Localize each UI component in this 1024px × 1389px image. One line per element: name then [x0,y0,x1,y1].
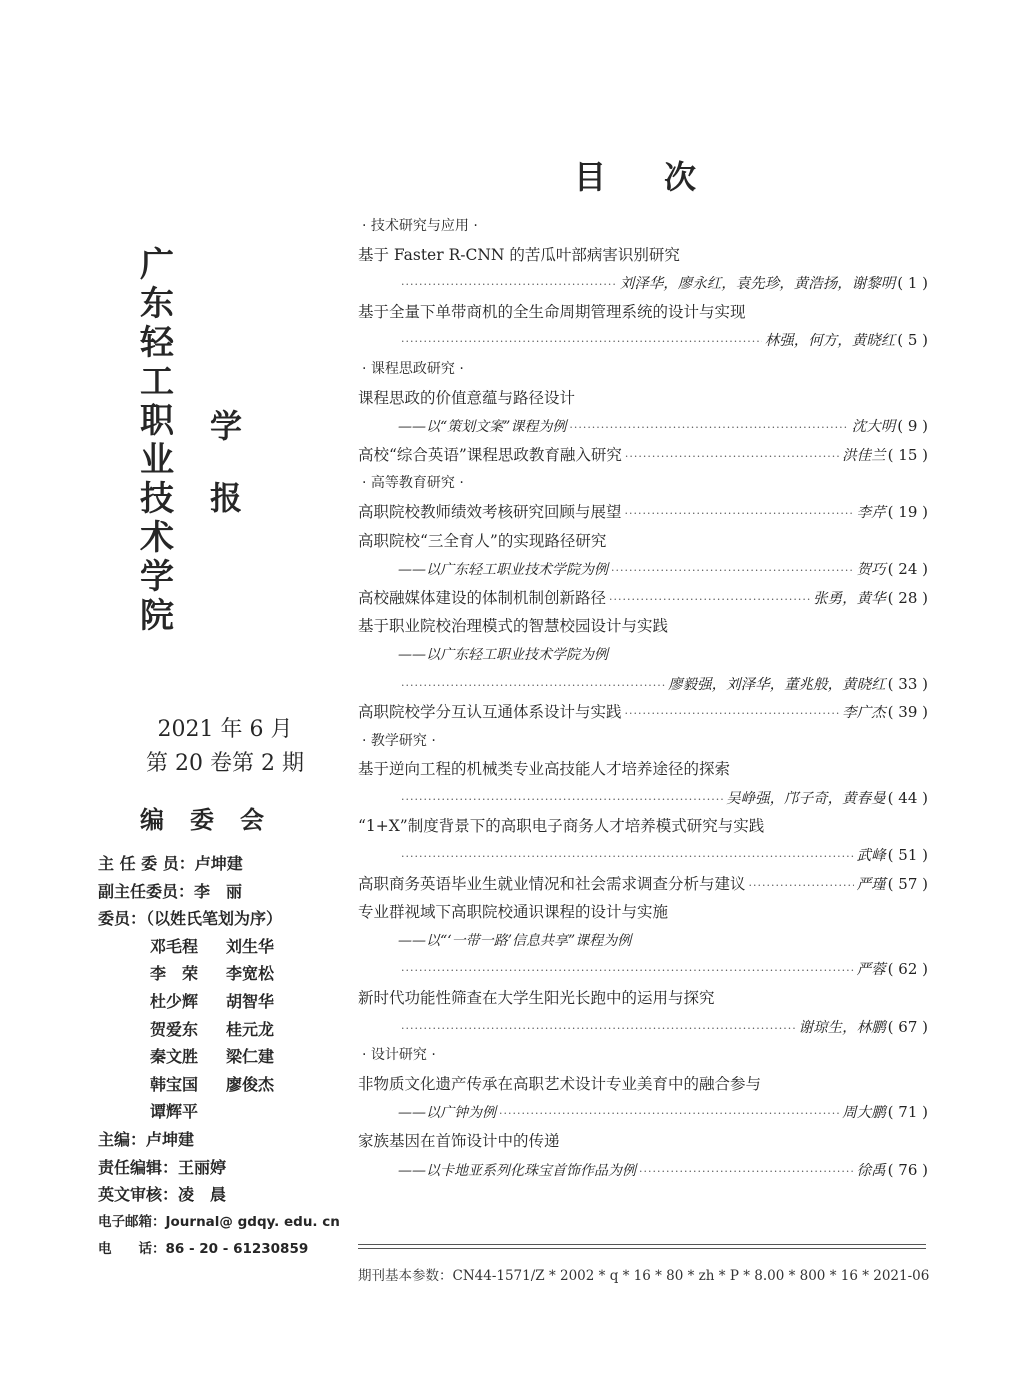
toc-author-line [358,555,928,584]
board-member-name: 廖俊杰 [226,1074,275,1094]
toc-leader-dots [499,1100,839,1127]
toc-entry [358,584,928,613]
board-director [98,850,348,878]
toc-entry [358,441,928,470]
toc-leader-dots [401,957,854,984]
table-of-contents [358,212,928,1184]
board-member-row [98,1043,348,1071]
toc-author: 严蓉 [856,962,886,979]
toc-leader-dots [401,328,762,355]
toc-author: 贺巧 [856,562,886,579]
board-member-name: 邓毛程 [150,936,199,956]
toc-article-title: 基于逆向工程的机械类专业高技能人才培养途径的探索 [358,760,731,779]
board-member-name: 胡智华 [226,991,275,1011]
board-member-name: 谭辉平 [150,1102,199,1122]
toc-author-line [358,412,928,441]
email-value: Journal@ gdqy. edu. cn [165,1213,340,1230]
issue-volume: 第 20 卷第 2 期 [146,751,304,776]
resp-editor-name: 王丽婷 [178,1157,227,1177]
board-vice [98,878,348,906]
toc-author: 吴峥强，邝子奇，黄春曼 [726,790,886,807]
toc-leader-dots [401,786,723,813]
journal-subtitle: 学报 [210,407,243,517]
toc-page-number: ( 19 ) [887,502,928,521]
toc-author: 廖毅强，刘泽华，董兆般，黄晓红 [668,676,886,693]
toc-page-number: ( 5 ) [897,331,928,350]
toc-article-title: 高校“综合英语”课程思政教育融入研究 [358,445,622,464]
issue-date: 2021 年 6 月 [157,717,293,742]
toc-author: 武峰 [856,848,886,865]
toc-article-title: 高职商务英语毕业生就业情况和社会需求调查分析与建议 [358,874,746,893]
toc-leader-dots [401,672,665,699]
toc-author-line [358,1156,928,1185]
toc-page-number: ( 15 ) [887,445,928,464]
board-members [98,933,348,1126]
toc-leader-dots [609,586,810,613]
toc-author: 沈大明 [851,419,896,436]
bottom-rule-1 [358,1244,926,1245]
board-vice-label: 副主任委员： [98,881,195,901]
toc-page-number: ( 57 ) [887,874,928,893]
board-member-name: 秦文胜 [150,1047,199,1067]
toc-author-line [358,1098,928,1127]
toc-author-line [358,670,928,699]
toc-author: 周大鹏 [842,1105,886,1122]
toc-entry [358,870,928,899]
toc-article-title: 高职院校学分互认互通体系设计与实践 [358,703,622,722]
toc-page-number: ( 62 ) [887,960,928,979]
toc-section-title: · 技术研究与应用 · [362,218,478,234]
toc-author: 谢琼生，林鹏 [798,1019,886,1036]
journal-title: 广东轻工职业技术学院 [140,245,174,636]
board-director-name: 卢坤建 [194,854,243,873]
toc-article-title: 高职院校“三全育人”的实现路径研究 [358,531,607,550]
toc-heading: 目次 [574,158,755,196]
editorial-board [98,850,348,1264]
board-member-name: 李宽松 [226,964,275,984]
toc-article-title: 高校融媒体建设的体制机制创新路径 [358,588,607,607]
board-member-row [98,1016,348,1044]
toc-article-subtitle: ——以广东轻工职业技术学院为例 [398,646,608,663]
toc-page-number: ( 24 ) [887,560,928,579]
toc-author-line [358,955,928,984]
toc-page-number: ( 76 ) [887,1160,928,1179]
toc-article-subtitle: ——以广钟为例 [398,1105,496,1122]
chief-editor-name: 卢坤建 [146,1129,195,1149]
phone-value: 86 - 20 - 61230859 [165,1241,309,1258]
board-member-name: 杜少辉 [150,991,199,1011]
board-director-label: 主 任 委 员： [98,854,195,873]
toc-article-title: 专业群视域下高职院校通识课程的设计与实施 [358,903,669,922]
toc-leader-dots [625,443,839,470]
toc-entry [358,698,928,727]
toc-author-line [358,1013,928,1042]
toc-leader-dots [749,872,854,899]
toc-article-title: 基于 Faster R-CNN 的苦瓜叶部病害识别研究 [358,245,680,264]
toc-author-line [358,841,928,870]
board-resp-editor [98,1154,348,1182]
toc-author: 李广杰 [842,705,886,722]
board-member-row [98,1098,348,1126]
toc-entry [358,498,928,527]
board-english [98,1181,348,1209]
toc-article-title: 基于职业院校治理模式的智慧校园设计与实践 [358,617,669,636]
toc-author: 刘泽华，廖永红，袁先珍，黄浩扬，谢黎明 [619,276,896,293]
toc-page-number: ( 67 ) [887,1017,928,1036]
board-vice-name: 李 丽 [194,881,243,901]
phone-label: 电 话： [98,1241,166,1258]
board-member-name: 桂元龙 [226,1019,275,1039]
bottom-rule-2 [358,1248,926,1249]
toc-leader-dots [639,1158,854,1185]
toc-author: 洪佳兰 [842,447,886,464]
toc-article-subtitle: ——以“策划文案”课程为例 [398,419,567,436]
toc-article-subtitle: ——以广东轻工职业技术学院为例 [398,562,608,579]
toc-page-number: ( 44 ) [887,788,928,807]
toc-leader-dots [401,1015,796,1042]
board-chief-editor [98,1126,348,1154]
toc-article-title: 课程思政的价值意蕴与路径设计 [358,388,576,407]
toc-page-number: ( 39 ) [887,703,928,722]
board-member-name: 梁仁建 [226,1047,275,1067]
toc-author: 林强，何方，黄晓红 [764,333,896,350]
email-label: 电子邮箱： [98,1213,166,1230]
toc-article-title: “1+X”制度背景下的高职电子商务人才培养模式研究与实践 [358,817,765,836]
toc-author: 严瑾 [856,876,886,893]
board-member-name: 贺爱东 [150,1019,199,1039]
toc-page-number: ( 51 ) [887,846,928,865]
chief-editor-label: 主编： [98,1129,147,1149]
toc-article-subtitle: ——以“‘一带一路’信息共享”课程为例 [398,932,632,949]
board-email [98,1209,348,1237]
english-name: 凌 晨 [178,1185,227,1205]
toc-leader-dots [611,557,854,584]
toc-article-title: 基于全量下单带商机的全生命周期管理系统的设计与实现 [358,302,746,321]
toc-article-subtitle: ——以卡地亚系列化珠宝首饰作品为例 [398,1162,636,1179]
toc-leader-dots [401,271,617,298]
resp-editor-label: 责任编辑： [98,1157,179,1177]
toc-article-title: 家族基因在首饰设计中的传递 [358,1132,560,1150]
toc-page-number: ( 71 ) [887,1103,928,1122]
toc-page-number: ( 33 ) [887,674,928,693]
journal-params: 期刊基本参数：CN44-1571/Z * 2002 * q * 16 * 80 * zh * P * 8.00 * 800 * 16 * 2021-06 [358,1268,930,1284]
toc-leader-dots [625,700,840,727]
board-phone [98,1236,348,1264]
toc-section-title: · 课程思政研究 · [362,360,464,377]
board-member-row [98,988,348,1016]
board-member-name: 李 荣 [150,964,199,984]
toc-author-line [358,269,928,298]
toc-page-number: ( 9 ) [897,417,928,436]
toc-leader-dots [569,414,848,441]
toc-page-number: ( 28 ) [887,588,928,607]
toc-article-title: 新时代功能性筛查在大学生阳光长跑中的运用与探究 [358,989,715,1008]
board-members-label: 委员：（以姓氏笔划为序） [98,909,283,929]
board-heading: 编委会 [140,806,290,834]
board-member-row [98,1071,348,1099]
board-member-name [226,1098,302,1126]
toc-leader-dots [401,843,854,870]
toc-author: 张勇，黄华 [813,590,886,607]
toc-section-title: · 高等教育研究 · [362,475,464,492]
toc-article-title: 高职院校教师绩效考核研究回顾与展望 [358,502,622,521]
board-member-name: 刘生华 [226,936,275,956]
toc-author-line [358,326,928,355]
toc-leader-dots [625,500,854,527]
toc-section-title: · 教学研究 · [362,732,436,749]
toc-author: 徐禹 [856,1162,886,1179]
english-label: 英文审核： [98,1185,179,1205]
board-member-row [98,960,348,988]
toc-author: 李芹 [856,504,886,521]
board-member-row [98,933,348,961]
toc-author-line [358,784,928,813]
toc-page-number: ( 1 ) [897,274,928,293]
board-member-name: 韩宝国 [150,1074,199,1094]
toc-article-title: 非物质文化遗产传承在高职艺术设计专业美育中的融合参与 [358,1074,762,1093]
toc-section-title: · 设计研究 · [362,1047,436,1064]
